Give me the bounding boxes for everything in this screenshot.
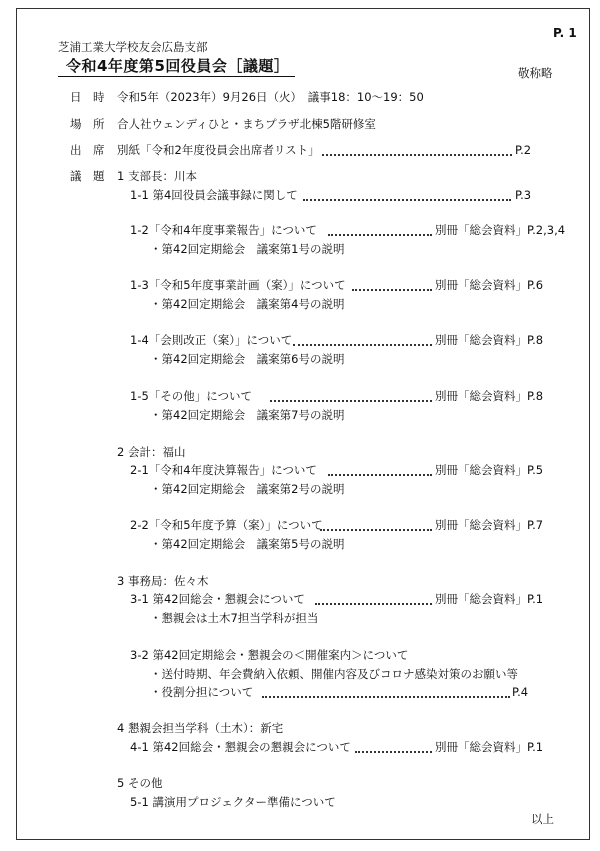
organization-name: 芝浦工業大学校友会広島支部 (58, 40, 208, 54)
agenda-item: 1-1 第4回役員会議事録に関して (130, 188, 298, 202)
agenda-item: 1-5「その他」について (130, 389, 253, 403)
leader-dots (303, 199, 511, 201)
closing-mark: 以上 (531, 812, 554, 826)
item-ref: 別冊「総会資料」P.8 (435, 389, 544, 403)
item-ref: 別冊「総会資料」P.1 (435, 740, 544, 754)
agenda-item: 1-2「令和4年度事業報告」について (130, 223, 317, 237)
section-heading: 1 支部長：川本 (117, 169, 197, 183)
agenda-subitem: ・第42回定期総会 議案第6号の説明 (150, 352, 345, 366)
leader-dots (355, 751, 432, 753)
section-heading: 2 会計：福山 (117, 445, 186, 459)
item-ref: 別冊「総会資料」P.7 (435, 518, 544, 532)
agenda-item: 2-1「令和4年度決算報告」について (130, 463, 317, 477)
item-ref: P.3 (515, 188, 532, 202)
place-value: 合人社ウェンディひと・まちプラザ北棟5階研修室 (117, 117, 376, 131)
section-heading: 3 事務局：佐々木 (117, 574, 209, 588)
agenda-item: 3-2 第42回定期総会・懇親会の＜開催案内＞について (130, 648, 409, 662)
item-ref: 別冊「総会資料」P.8 (435, 333, 544, 347)
leader-dots (322, 154, 512, 156)
agenda-subitem: ・役割分担について (150, 685, 254, 699)
place-label: 場 所 (70, 117, 105, 131)
leader-dots (320, 529, 432, 531)
date-value: 令和5年（2023年）9月26日（火） 議事18：10～19：50 (117, 90, 424, 104)
leader-dots (352, 289, 432, 291)
document-title: 令和4年度第5回役員会［議題］ (58, 57, 295, 77)
leader-dots (328, 474, 432, 476)
leader-dots (270, 400, 432, 402)
agenda-subitem: ・第42回定期総会 議案第1号の説明 (150, 242, 345, 256)
leader-dots (315, 603, 432, 605)
attendance-ref: P.2 (515, 143, 532, 157)
agenda-item: 1-4「会則改正（案）」について (130, 333, 293, 347)
agenda-item: 1-3「令和5年度事業計画（案）」について (130, 278, 346, 292)
attendance-label: 出 席 (70, 143, 105, 157)
agenda-subitem: ・懇親会は土木7担当学科が担当 (150, 611, 319, 625)
item-ref: 別冊「総会資料」P.1 (435, 592, 544, 606)
item-ref: 別冊「総会資料」P.6 (435, 278, 544, 292)
page-border (16, 8, 590, 840)
leader-dots (262, 696, 510, 698)
agenda-subitem: ・第42回定期総会 議案第5号の説明 (150, 537, 345, 551)
date-label: 日 時 (70, 90, 105, 104)
agenda-label: 議 題 (70, 169, 105, 183)
leader-dots (328, 234, 432, 236)
section-heading: 4 懇親会担当学科（土木）：新宅 (117, 721, 284, 735)
page-number: P. 1 (553, 26, 577, 40)
item-ref: P.4 (512, 685, 529, 699)
item-ref: 別冊「総会資料」P.2,3,4 (435, 223, 566, 237)
attendance-value: 別紙「令和2年度役員会出席者リスト」 (117, 143, 320, 157)
leader-dots (293, 344, 432, 346)
agenda-subitem: ・第42回定期総会 議案第7号の説明 (150, 408, 345, 422)
agenda-item: 2-2「令和5年度予算（案）」について (130, 518, 323, 532)
agenda-item: 4-1 第42回総会・懇親会の懇親会について (130, 740, 351, 754)
agenda-item: 3-1 第42回総会・懇親会について (130, 592, 305, 606)
honorific-note: 敬称略 (518, 66, 553, 80)
agenda-subitem: ・第42回定期総会 議案第4号の説明 (150, 297, 345, 311)
section-heading: 5 その他 (117, 776, 163, 790)
agenda-item: 5-1 講演用プロジェクター準備について (130, 795, 336, 809)
item-ref: 別冊「総会資料」P.5 (435, 463, 544, 477)
agenda-subitem: ・第42回定期総会 議案第2号の説明 (150, 482, 345, 496)
agenda-subitem: ・送付時期、年会費納入依頼、開催内容及びコロナ感染対策のお願い等 (150, 667, 518, 681)
